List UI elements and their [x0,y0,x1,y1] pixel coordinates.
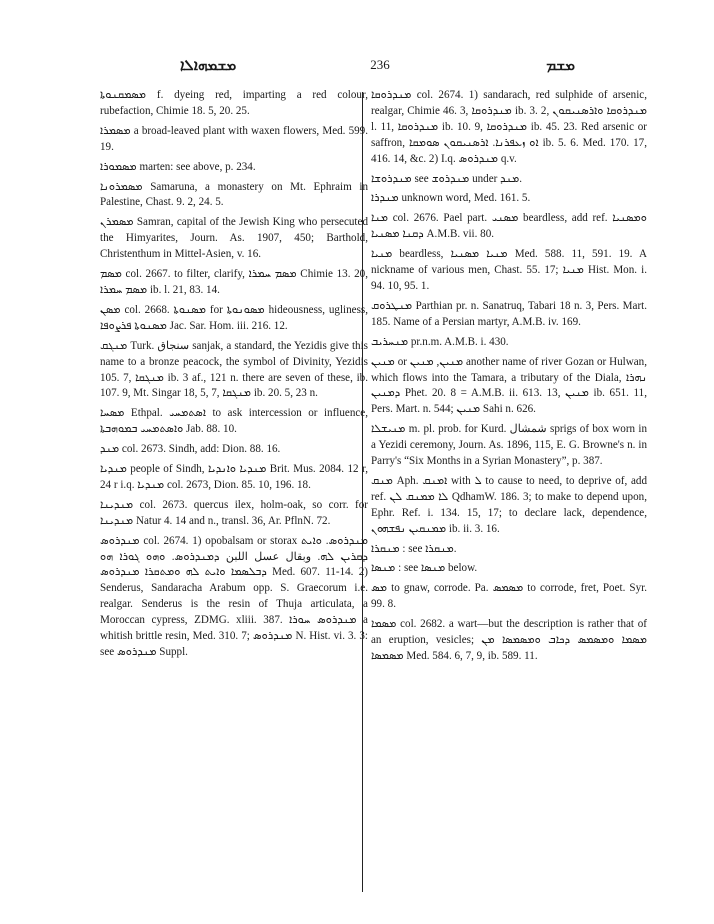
running-head-left: ܡܫܡܗܐܠܐ [180,56,237,74]
dictionary-entry: ܡܢܝܐ beardless, ܡܢܝܐ ܡܣܢܝܐ Med. 588. 11, 591. 19. A nickname of various men, Chast. 55. 17; ܡܢܝܐ Hist. Mon. i. 94. 10, 95. 1. [371,248,647,292]
dictionary-entry: ܡܢܕܪܘܫܐ see ܡܢܕܪܘܫ under ܡܢܕ. [371,172,523,185]
dictionary-entry: ܡܣܢ col. 2668. ܡܣܢܘܬܐ for ܡܣܘܢܘܬܐ hideousness, ugliness, ܡܣܢܘܬܐ ܦܪܨܘܦܐ Jac. Sar. Hom. iii. 216. 12. [100,303,369,332]
dictionary-entry: ܡܣܡܘܪܐ marten: see above, p. 234. [100,160,256,173]
dictionary-entry: ܡܢܕܪܘܣ col. 2674. 1) opobalsam or storax ܡܢܕܪܘܣ. ܘܐܝܬ ܕܩܪܝܢ ܠܗ. وبقال عسل اللبن ܕܡܢܕܪܘܣ. ܘܗܘ ܓܘܪܐ ܗܘ ܕܒܠܣܡܐ ܘܐܝܬ ܠܗ ܘܡܬܩܪܐ ܡܢܕܪܘܣ Med. 607. 11-14. 2) Senderus, Sandaracha Arabum opp. S. Graecorum i.e. realgar. Senderus is the resin of Thuja articulata, a Moroccan cypress, ZDMG. xliii. 387. ܡܢܕܪܘܣ ܚܘܪܐ a whitish brittle resin, Med. 310. 7; ܡܢܕܪܘܣ N. Hist. vi. 3. 3: see ܡܢܕܪܘܣ Suppl. [100,534,369,658]
page-header [100,56,660,78]
dictionary-entry: ܡܣܡܪܘܢܐ Samaruna, a monastery on Mt. Ephraim in Palestine, Chast. 9. 2, 24. 5. [100,180,368,209]
dictionary-entry: ܡܢܕܝܢܐ col. 2673. quercus ilex, holm-oak, so corr. for ܡܢܕܝܢܐ Natur 4. 14 and n., transl. 36, Ar. PflnN. 72. [100,498,368,527]
dictionary-entry: ܡܣܡܪܐ a broad-leaved plant with waxen flowers, Med. 599. 19. [100,124,368,153]
dictionary-entry: ܡܣ to gnaw, corrode. Pa. ܡܣܡܣ to corrode, fret, Poet. Syr. 99. 8. [371,582,647,611]
dictionary-entry: ܡܢܣܐ : see ܡܢܣܐ below. [371,562,478,575]
dictionary-entry: ܡܣܡ col. 2667. to filter, clarify, ܡܣܡ ܚܡܪܐ Chimie 13. 20, ܡܣܡ ܚܡܪܐ ib. l. 21, 83. 14. [100,268,368,296]
dictionary-entry: ܡܢܕܪܐ unknown word, Med. 161. 5. [371,192,531,205]
dictionary-entry: ܡܣܚܐ Ethpal. ܐܣܬܡܚܝ to ask intercession or influence, ܘܐܣܬܡܚܝ ܒܡܘܗܒܬܐ Jab. 88. 10. [100,407,369,436]
dictionary-entry: ܡܢܕܪܘܩܐ col. 2674. 1) sandarach, red sulphide of arsenic, realgar, Chimie 46. 3, ܡܢܕܪܘܩܐ ib. 3. 2, ܡܢܕܪܘܩܐ ܘܐܪܣܢܝܩܘܢ l. 11, ܡܢܕܪܘܩܐ ib. 10. 9, ܡܢܕܪܘܩܐ ib. 45. 23. Red arsenic or saffron, ܐܘ ܙܥܦܪܢܐ. ܐܪܣܢܝܩܘܢ ܣܘܡܩܐ ib. 5. 6. Med. 170. 17, 416. 14, &c. 2) I.q. ܡܢܕܪܘܣ q.v. [371,89,648,165]
dictionary-entry: ܡܢܓܩ Turk. سنجاق sanjak, a standard, the Yezidis give this name to a bronze peacock, the symbol of Divinity, Yezidis 105. 7, ܡܢܓܩܐ ib. 3 af., 121 n. there are seven of these, ib. 107. 9, Mt. Singar 18, 5, 7, ܡܢܓܩܐ ib. 20. 5, 23 n. [100,339,369,400]
dictionary-entry: ܡܣܡܐ col. 2682. a wart—but the description is rather that of an eruption, vesicles; ܡܣܡܐ ܘܡܣܡܣ ܕܟܐܒ ܘܡܣܡܣܐ ܡܢ ܡܣܡܣܐ Med. 584. 6, 7, 9, ib. 589. 11. [371,618,647,662]
dictionary-entry: ܡܢܩܪܐ : see ܡܢܩܪܐ. [371,542,457,555]
dictionary-entry: ܡܢܩ Aph. ܐܡܢܩ with ܠ to cause to need, to deprive of, add ref. ܠܐ ܡܡܢܩ ܠܢ QdhamW. 186. 3; to make to depend upon, Ephr. Ref. i. 134. 15, 17; to declare lack, dependence, ܡܡܢܩܝܢ ܢܦܫܗܘܢ ib. ii. 3. 16. [371,474,647,535]
running-head-right: ܡܫܡ [546,56,575,74]
dictionary-entry: ܡܢܕܝܐ people of Sindh, ܡܢܕܝܐ ܘܐܢܕܝܐ Brit. Mus. 2084. 12 r, 24 r i.q. ܡܢܕܝܐ col. 2673, Dion. 85. 10, 196. 18. [100,463,368,491]
left-column [100,88,368,665]
dictionary-entry: ܡܢܚܪܝܒ pr.n.m. A.M.B. i. 430. [371,335,509,348]
dictionary-entry: ܡܣܡܩܢܘܬܐ f. dyeing red, imparting a red colour, rubefaction, Chimie 18. 5, 20. 25. [100,89,368,117]
dictionary-entry: ܡܢܛܪܘܩ Parthian pr. n. Sanatruq, Tabari 18 n. 3, Pers. Mart. 185. Name of a Persian martyr, A.M.B. iv. 169. [371,299,647,328]
right-column [371,88,647,669]
dictionary-entry: ܡܢܝܢ or ܡܢܝܢ, ܡܢܝܢ another name of river Gozan or Hulwan, which flows into the Tamara, a tributary of the Diala, ܢܗܪܐ ܕܡܢܝܢ Phet. 20. 8 = A.M.B. ii. 613. 13, ܡܢܝܢ ib. 651. 11, Pers. Mart. n. 544; ܡܢܝܢ Sahi n. 626. [371,355,647,416]
page-number: 236 [370,57,390,72]
dictionary-entry: ܡܢܐ col. 2676. Pael part. ܡܣܢܝ beardless, add ref. ܘܡܣܢܝܐ ܕܩܢܐ ܡܣܢܝܐ A.M.B. vii. 80. [371,212,648,241]
dictionary-entry: ܡܢܝܫܠܐ m. pl. prob. for Kurd. شمشال sprigs of box worn in a Yezidi ceremony, Journ. As. 1896, 115, E. G. Browne's n. in Parry's “Six Months in a Syrian Monastery”, p. 387. [371,423,647,468]
dictionary-entry: ܡܢܕ col. 2673. Sindh, add: Dion. 88. 16. [100,443,281,456]
dictionary-entry: ܡܣܡܪܢ Samran, capital of the Jewish King who persecuted the Himyarites, Journ. As. 1907, 450; Barthold, Christenthum in Mittel-Asien, v. 16. [100,216,368,261]
